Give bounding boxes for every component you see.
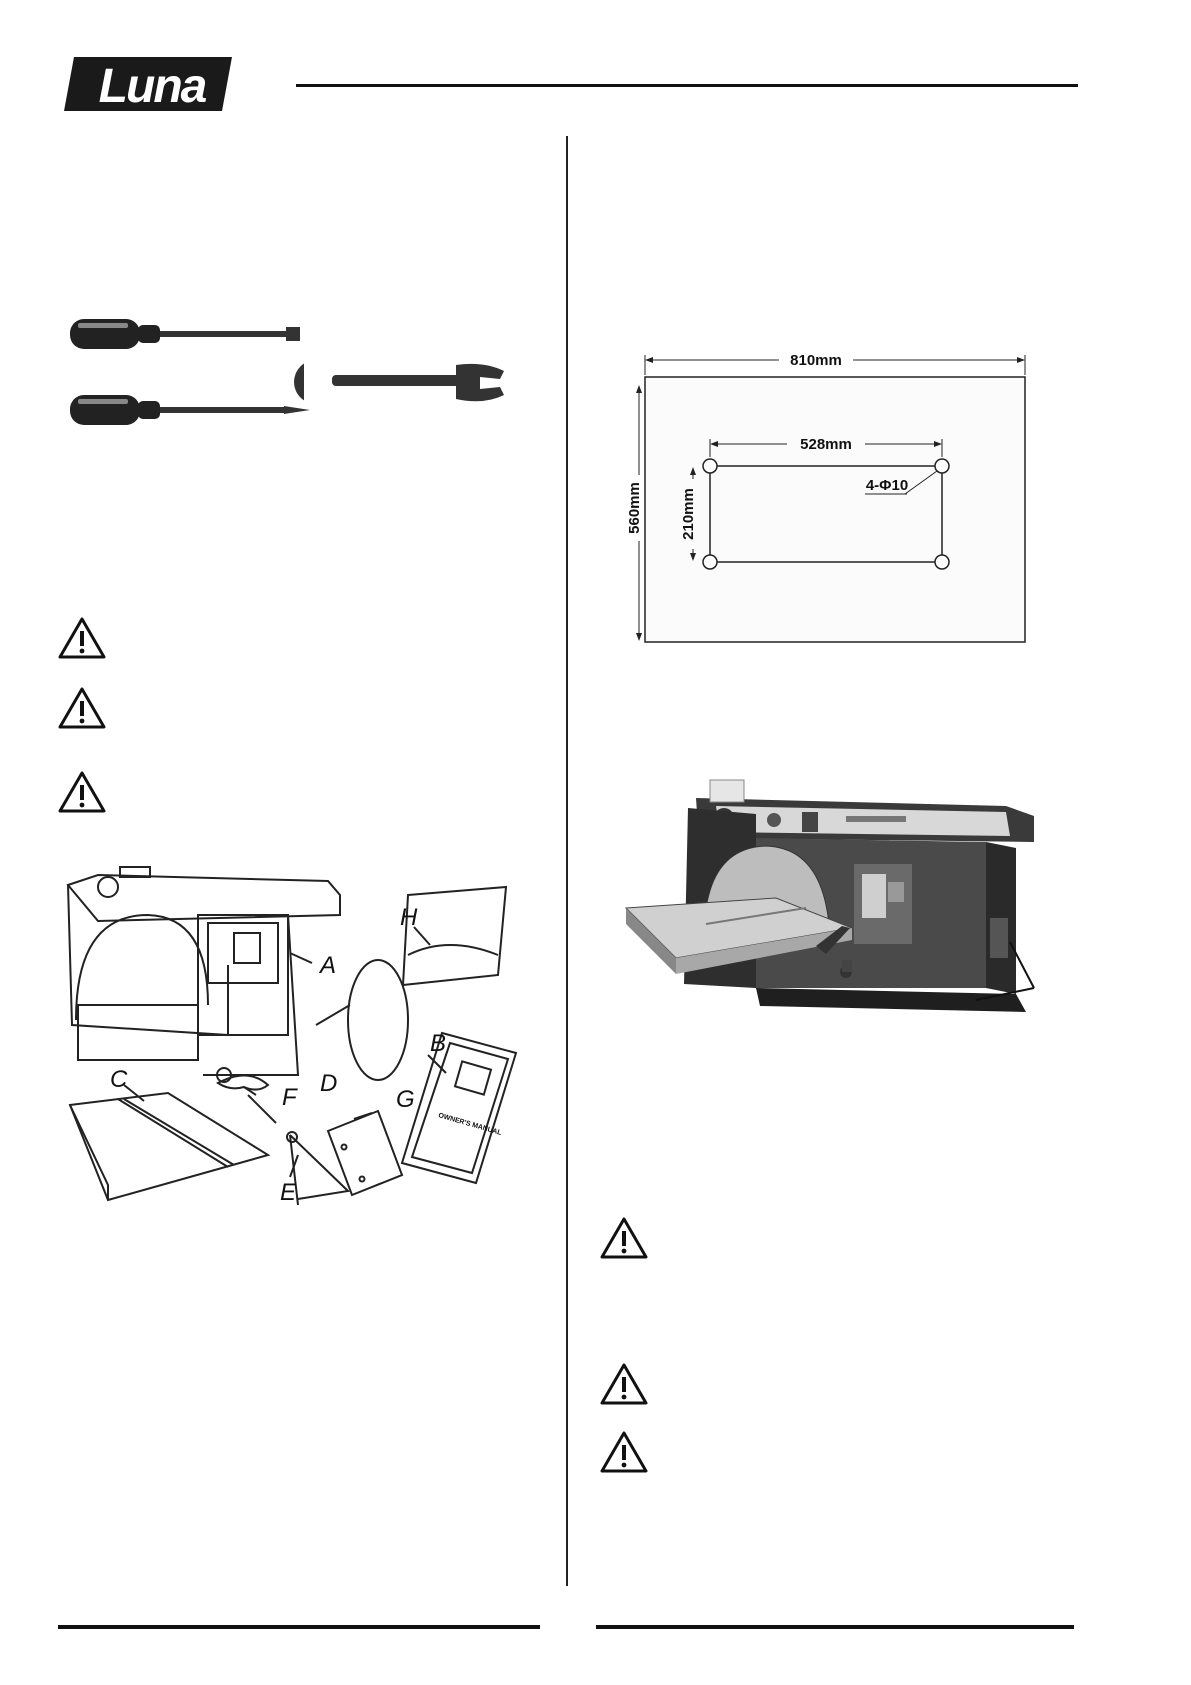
- part-label-f: F: [282, 1084, 297, 1111]
- dimension-outer-width: 810mm: [790, 352, 842, 369]
- parts-illustration: [58, 855, 538, 1210]
- hole-callout: 4-Φ10: [865, 477, 909, 494]
- brand-logo-text: Luna: [98, 60, 206, 113]
- tools-illustration: [64, 305, 514, 465]
- column-divider: [566, 136, 568, 1586]
- warning-triangle-icon: [600, 1216, 648, 1260]
- warning-triangle-icon: [600, 1430, 648, 1474]
- warning-triangle-icon: [58, 686, 106, 730]
- part-label-h: H: [400, 904, 418, 931]
- warning-triangle-icon: [600, 1362, 648, 1406]
- mounting-plan-diagram: [625, 345, 1035, 650]
- footer-rule-right: [596, 1625, 1074, 1629]
- part-label-g: G: [396, 1086, 415, 1113]
- header-rule: [296, 84, 1078, 87]
- phillips-screwdriver-icon: [70, 395, 310, 425]
- part-label-a: A: [320, 952, 337, 979]
- part-label-b: B: [430, 1030, 447, 1057]
- belt-disc-sander-photo: [606, 778, 1046, 1053]
- dimension-outer-height: 560mm: [626, 482, 643, 534]
- dimension-hole-height: 210mm: [680, 488, 697, 540]
- warning-triangle-icon: [58, 770, 106, 814]
- brand-logo: [60, 55, 236, 113]
- part-label-d: D: [320, 1070, 338, 1097]
- dimension-hole-width: 528mm: [800, 436, 852, 453]
- flat-screwdriver-icon: [70, 319, 300, 349]
- wrench-icon: [294, 350, 504, 420]
- part-label-c: C: [110, 1066, 128, 1093]
- part-label-e: E: [280, 1179, 297, 1206]
- manual-cover-text: OWNER'S MANUAL: [437, 1112, 503, 1137]
- footer-rule-left: [58, 1625, 540, 1629]
- warning-triangle-icon: [58, 616, 106, 660]
